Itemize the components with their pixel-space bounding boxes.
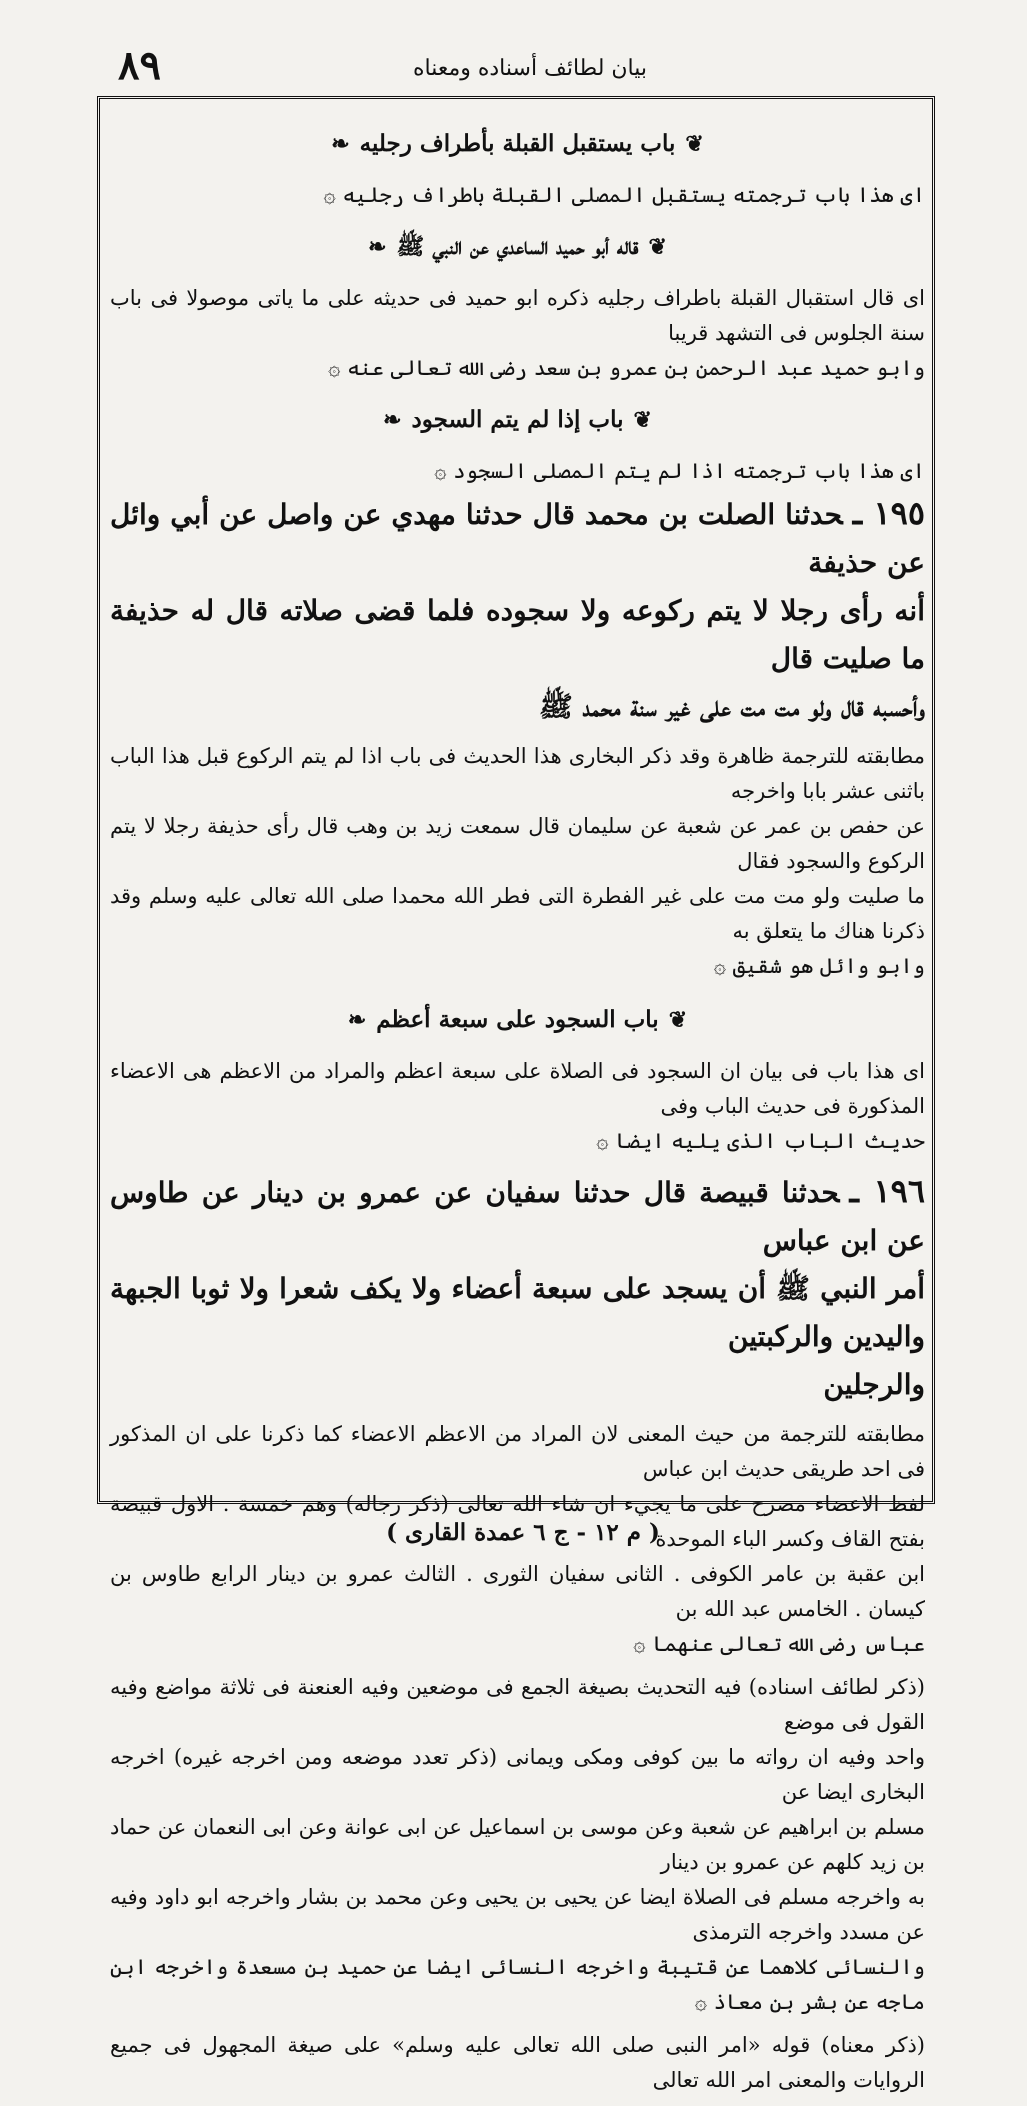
commentary-line: عباس رضى الله تعالى عنهما ۞ [633, 1632, 925, 1656]
commentary-paragraph [110, 1670, 925, 2020]
hadith-text-line: أنه رأى رجلا لا يتم ركوعه ولا سجوده فلما قضى صلاته قال له حذيفة ما صليت قال [110, 594, 925, 675]
chapter-heading [110, 992, 925, 1048]
page-footer: ( م ١٢ - ج ٦ عمدة القارى ) [386, 1519, 660, 1546]
ornament-icon: ❧ [331, 131, 350, 157]
commentary-line: واحد وفيه ان رواته ما بين كوفى ومكى ويمانى (ذكر تعدد موضعه ومن اخرجه غيره) اخرجه البخارى ايضا عن [110, 1745, 925, 1804]
hadith-text-line: حدثنا قبيصة قال حدثنا سفيان عن عمرو بن دينار عن طاوس عن ابن عباس [110, 1176, 925, 1257]
hadith-number: ١٩٥ ـ [852, 494, 925, 532]
hadith-block [110, 1167, 925, 1409]
hadith-text-line: حدثنا الصلت بن محمد قال حدثنا مهدي عن واصل عن أبي وائل عن حذيفة [110, 498, 925, 579]
commentary-line: اى هذا باب ترجمته يستقبل المصلى القبلة باطراف رجليه ۞ [323, 183, 925, 207]
commentary-line: (ذكر معناه) قوله «امر النبى صلى الله تعالى عليه وسلم» على صيغة المجهول فى جميع الروايات والمعنى امر الله تعالى [110, 2033, 925, 2092]
commentary-paragraph [110, 739, 925, 984]
hadith-number: ١٩٦ ـ [849, 1172, 925, 1210]
commentary-line: ما صليت ولو مت مت على غير الفطرة التى فطر الله محمدا صلى الله تعالى عليه وسلم وقد ذكرنا هناك ما يتعلق به [110, 884, 925, 943]
commentary-line: مطابقته للترجمة من حيث المعنى لان المراد من الاعظم الاعضاء كما ذكرنا على ان المذكور فى احد طريقى حديث ابن عباس [110, 1422, 925, 1481]
hadith-text-line: والرجلين [823, 1368, 925, 1401]
heading-text: باب يستقبل القبلة بأطراف رجليه [359, 130, 676, 157]
heading-text: باب السجود على سبعة أعظم [376, 1006, 659, 1033]
ornament-icon: ❧ [383, 407, 402, 433]
ornament-icon: ❦ [648, 234, 667, 260]
commentary-line: لفظ الاعضاء مصرح على ما يجيء ان شاء الله تعالى (ذكر رجاله) وهم خمسة . الاول قبيصة بفتح القاف وكسر الباء الموحدة [110, 1492, 925, 1551]
chapter-heading [110, 392, 925, 448]
commentary-line: حديث الباب الذى يليه ايضا ۞ [596, 1129, 925, 1153]
commentary-line: والنسائى كلاهما عن قتيبة واخرجه النسائى ايضا عن حميد بن مسعدة واخرجه ابن ماجه عن بشر بن معاذ ۞ [110, 1955, 925, 2014]
commentary-line: (ذكر لطائف اسناده) فيه التحديث بصيغة الجمع فى موضعين وفيه العنعنة فى ثلاثة مواضع وفيه القول فى موضع [110, 1675, 925, 1734]
commentary-line: وابو حميد عبد الرحمن بن عمرو بن سعد رضى الله تعالى عنه ۞ [328, 356, 925, 380]
hadith-text-line: أمر النبي ﷺ أن يسجد على سبعة أعضاء ولا يكف شعرا ولا ثوبا الجبهة واليدين والركبتين [110, 1272, 925, 1353]
commentary-line: اى قال استقبال القبلة باطراف رجليه ذكره ابو حميد فى حديثه على ما ياتى موصولا فى باب سنة الجلوس فى التشهد قريبا [110, 286, 925, 345]
commentary-line: اى هذا باب فى بيان ان السجود فى الصلاة على سبعة اعظم والمراد من الاعظم هى الاعضاء المذكورة فى حديث الباب وفى [110, 1059, 925, 1118]
heading-text: باب إذا لم يتم السجود [411, 406, 624, 433]
running-head: بيان لطائف أسناده ومعناه [412, 56, 648, 81]
commentary-paragraph [110, 2028, 925, 2098]
commentary-line: ابن عقبة بن عامر الكوفى . الثانى سفيان الثورى . الثالث عمرو بن دينار الرابع طاوس بن كيسان . الخامس عبد الله بن [110, 1562, 925, 1621]
ornament-icon: ❧ [347, 1007, 367, 1033]
commentary-line: مطابقته للترجمة ظاهرة وقد ذكر البخارى هذا الحديث فى باب اذا لم يتم الركوع قبل هذا الباب باثنى عشر بابا واخرجه [110, 744, 925, 803]
ornament-icon: ❧ [368, 234, 387, 260]
commentary-line: وابو وائل هو شقيق ۞ [713, 954, 925, 978]
commentary-line: عن حفص بن عمر عن شعبة عن سليمان قال سمعت زيد بن وهب قال رأى حذيفة رجلا لا يتم الركوع والسجود فقال [110, 814, 925, 873]
hadith-text-line: وأحسبه قال ولو مت مت على غير سنة محمد ﷺ [539, 690, 925, 723]
ornament-icon: ❦ [633, 407, 652, 433]
chapter-heading [110, 116, 925, 172]
page-number: ٨٩ [118, 42, 161, 89]
commentary-line: اى هذا باب ترجمته اذا لم يتم المصلى السجود ۞ [434, 459, 925, 483]
page-content [110, 110, 925, 2106]
ornament-icon: ❦ [685, 131, 704, 157]
commentary-line: مسلم بن ابراهيم عن شعبة وعن موسى بن اسماعيل عن ابى عوانة وعن ابى النعمان عن حماد بن زيد كلهم عن عمرو بن دينار [110, 1815, 925, 1874]
commentary-line: به واخرجه مسلم فى الصلاة ايضا عن يحيى بن يحيى وعن محمد بن بشار واخرجه ابو داود وفيه عن مسدد واخرجه الترمذى [110, 1885, 925, 1944]
ornament-icon: ❦ [668, 1007, 688, 1033]
chapter-heading [110, 219, 925, 275]
hadith-block [110, 489, 925, 731]
commentary-paragraph [110, 1054, 925, 1159]
heading-text: قاله أبو حميد الساعدي عن النبي ﷺ [396, 233, 639, 260]
